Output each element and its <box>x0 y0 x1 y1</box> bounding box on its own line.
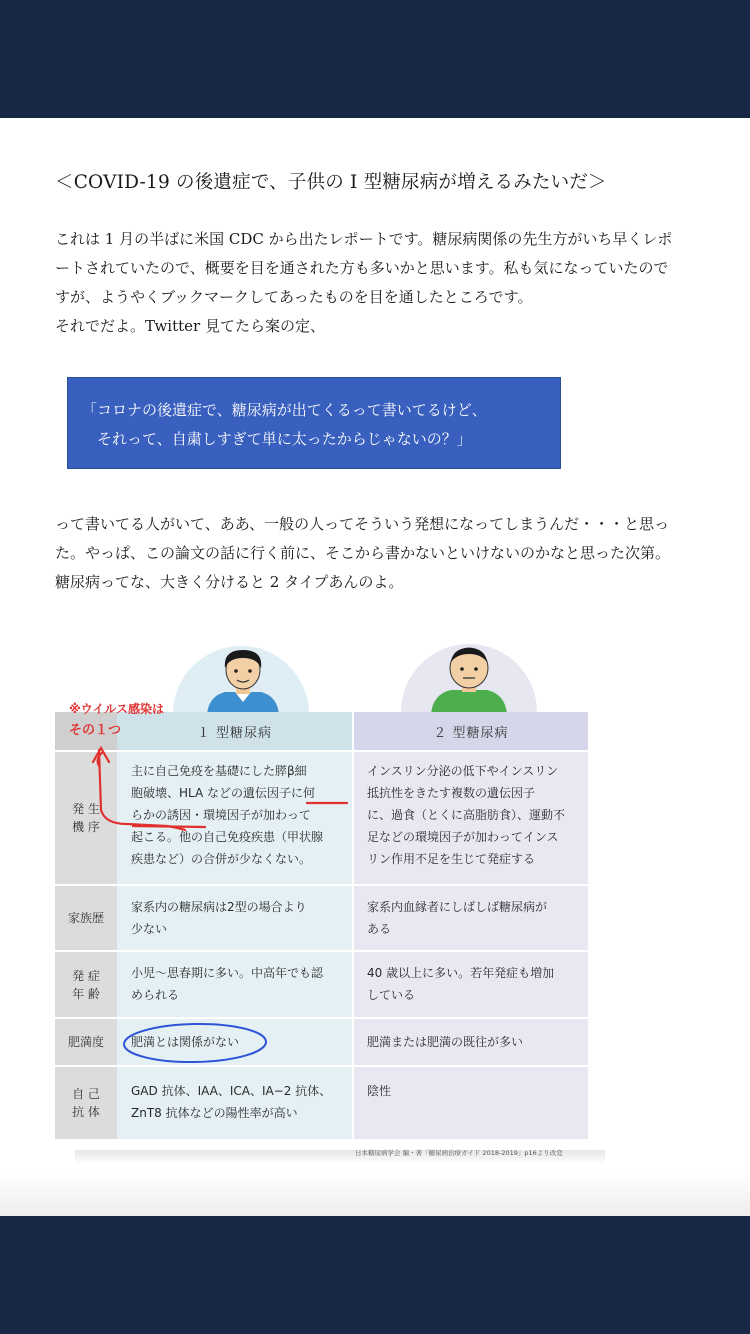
row-label-line: 抗 体 <box>72 1105 100 1119</box>
annotation-one-of-them: その１つ <box>69 723 122 738</box>
cell-line: らかの誘因・環境因子が加わって <box>131 808 311 822</box>
cell-line: 家系内の糖尿病は2型の場合より <box>131 900 307 914</box>
paragraph-line: 糖尿病ってな、大きく分けると 2 タイプあんのよ。 <box>55 573 404 591</box>
handwritten-marks <box>55 640 595 1165</box>
cell-line: 小児～思春期に多い。中高年でも認 <box>131 966 324 980</box>
figure-source: 日本糖尿病学会 編・著「糖尿病治療ガイド 2018-2019」p16より改変 <box>355 1149 563 1157</box>
cell-line: GAD 抗体、IAA、ICA、IA−2 抗体、 <box>131 1084 332 1098</box>
row-label-line: 自 己 <box>72 1087 100 1101</box>
cell-line: 足などの環境因子が加わってインス <box>367 830 559 844</box>
cell-line: に、過食（とくに高脂肪食）、運動不 <box>367 808 566 822</box>
top-bar <box>0 0 750 118</box>
cell-line: ある <box>367 922 392 936</box>
type2-header: ２ 型糖尿病 <box>354 712 588 750</box>
row-label-line: 年 齢 <box>72 986 100 1001</box>
cell-line: 疾患など）の合併が少なくない。 <box>131 852 312 866</box>
bottom-bar <box>0 1216 750 1334</box>
cell-line: 肥満または肥満の既往が多い <box>367 1035 524 1049</box>
cell-line: ZnT8 抗体などの陽性率が高い <box>131 1106 298 1120</box>
type1-header: １ 型糖尿病 <box>117 712 352 750</box>
cell-line: 40 歳以上に多い。若年発症も増加 <box>367 966 555 980</box>
quote-line: 「コロナの後遺症で、糖尿病が出てくるって書いてるけど、 <box>82 401 487 419</box>
row-label-line: 家族歴 <box>67 911 104 925</box>
red-arrow-mark <box>98 750 185 830</box>
cell-line: インスリン分泌の低下やインスリン <box>367 764 559 778</box>
cell-line: 胞破壊、HLA などの遺伝因子に何 <box>131 786 316 800</box>
row-label-line: 肥満度 <box>67 1035 104 1049</box>
paragraph-2 <box>55 510 740 597</box>
paragraph-1 <box>55 225 740 341</box>
row-label-line: 機 序 <box>72 820 100 834</box>
cell-line: 抵抗性をきたす複数の遺伝因子 <box>367 786 536 800</box>
paragraph-line: って書いてる人がいて、ああ、一般の人ってそういう発想になってしまうんだ・・・と思っ <box>55 515 670 533</box>
quote-box <box>67 377 561 469</box>
paragraph-line: これは 1 月の半ばに米国 CDC から出たレポートです。糖尿病関係の先生方がいち早くレポ <box>55 230 673 248</box>
diabetes-comparison-figure <box>55 640 595 1165</box>
row-label-line: 発 症 <box>72 968 100 983</box>
cell-line: 陰性 <box>367 1084 392 1098</box>
cell-line: められる <box>131 988 180 1002</box>
article-heading: ＜COVID-19 の後遺症で、子供の I 型糖尿病が増えるみたいだ＞ <box>55 172 607 193</box>
blue-circle-mark <box>124 1023 267 1063</box>
cell-line: 肥満とは関係がない <box>131 1035 240 1049</box>
cell-line: している <box>367 988 416 1002</box>
cell-line: 主に自己免疫を基礎にした膵β細 <box>131 764 307 778</box>
cell-line: リン作用不足を生じて発症する <box>367 852 536 866</box>
cell-line: 少ない <box>131 922 168 936</box>
cell-line: 起こる。他の自己免疫疾患（甲状腺 <box>131 830 324 844</box>
quote-line: それって、自粛しすぎて単に太ったからじゃないの？」 <box>82 430 472 448</box>
paragraph-line: それでだよ。Twitter 見てたら案の定、 <box>55 317 325 335</box>
bottom-fade <box>0 1170 750 1216</box>
row-label-line: 発 生 <box>72 802 100 816</box>
paragraph-line: ートされていたので、概要を目を通された方も多いかと思います。私も気になっていたので <box>55 259 669 277</box>
cell-line: 家系内血縁者にしばしば糖尿病が <box>367 900 548 914</box>
paragraph-line: すが、ようやくブックマークしてあったものを目を通したところです。 <box>55 288 533 306</box>
paragraph-line: た。やっぱ、この論文の話に行く前に、そこから書かないといけないのかなと思った次第。 <box>55 544 671 562</box>
red-underline-mark <box>133 826 205 827</box>
annotation-virus-infection: ※ウイルス感染は <box>69 702 164 716</box>
